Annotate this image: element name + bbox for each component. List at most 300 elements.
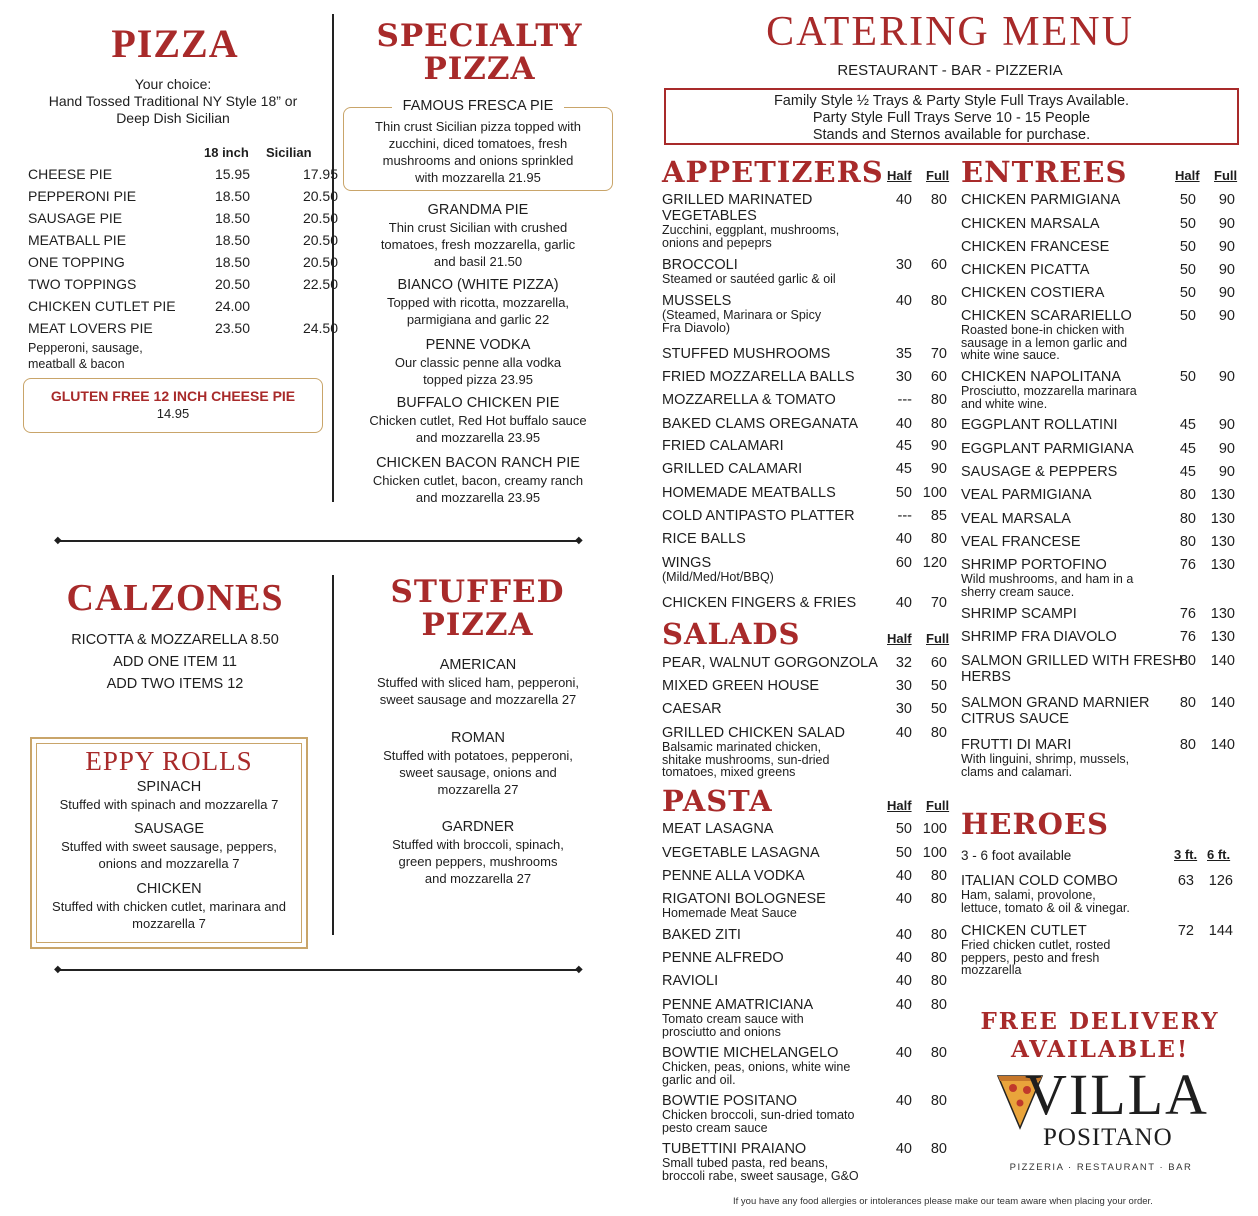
price-half: 50 <box>1179 192 1196 208</box>
item-name: CHICKEN FINGERS & FRIES <box>662 595 857 611</box>
divider-end-right: ◆ <box>575 535 583 546</box>
menu-item <box>961 873 1239 914</box>
price-full: 80 <box>930 1045 947 1061</box>
entrees-full-label: Full <box>1214 168 1238 183</box>
item-desc: green peppers, mushrooms <box>398 854 558 869</box>
item-name: PENNE ALFREDO <box>662 950 784 966</box>
menu-item <box>662 485 953 501</box>
item-desc: Stuffed with broccoli, spinach, <box>392 837 564 852</box>
salads-half-label: Half <box>887 631 912 646</box>
menu-item <box>961 511 1241 527</box>
price-full: 144 <box>1208 923 1233 939</box>
menu-item <box>662 927 953 943</box>
price-full: 130 <box>1210 557 1235 573</box>
item-name: SHRIMP PORTOFINO <box>961 557 1107 573</box>
price-half: 40 <box>895 973 912 989</box>
price-half: 60 <box>895 555 912 571</box>
item-desc: sweet sausage, onions and <box>399 765 557 780</box>
price-full: 60 <box>930 369 947 385</box>
price-half: 45 <box>1179 441 1196 457</box>
item-name: GRILLED CALAMARI <box>662 461 803 477</box>
item-name: VEGETABLE LASAGNA <box>662 845 820 861</box>
price-sicilian: 22.50 <box>302 276 338 292</box>
price-half: 40 <box>895 725 912 741</box>
price-18inch: 23.50 <box>214 320 250 336</box>
menu-item <box>961 629 1241 645</box>
price-half: 45 <box>895 438 912 454</box>
item-desc: Chicken broccoli, sun-dried tomato <box>662 1108 855 1122</box>
item-desc: With linguini, shrimp, mussels, <box>961 752 1130 766</box>
price-half: 32 <box>895 655 912 671</box>
price-half: 45 <box>1179 464 1196 480</box>
divider-end-left: ◆ <box>54 535 62 546</box>
pizza-title: PIZZA <box>111 21 239 66</box>
divider-horizontal-2 <box>60 969 580 971</box>
menu-item <box>348 656 608 708</box>
menu-item <box>961 239 1241 255</box>
price-full: 50 <box>930 678 947 694</box>
price-full: 80 <box>930 868 947 884</box>
gluten-free-label: GLUTEN FREE 12 INCH CHEESE PIE <box>50 388 296 404</box>
price-full: 80 <box>930 725 947 741</box>
price-full: 90 <box>1218 308 1235 324</box>
item-desc: Tomato cream sauce with <box>662 1012 804 1026</box>
menu-item <box>348 336 608 388</box>
item-name: CHICKEN <box>136 881 202 897</box>
menu-item <box>36 880 302 932</box>
price-half: 50 <box>895 845 912 861</box>
price-full: 90 <box>1218 417 1235 433</box>
appetizers-title: APPETIZERS <box>662 155 884 189</box>
price-18inch: 18.50 <box>214 232 250 248</box>
price-full: 70 <box>930 595 947 611</box>
price-18inch: 18.50 <box>214 254 250 270</box>
price-full: 90 <box>1218 239 1235 255</box>
menu-item <box>662 973 953 989</box>
item-name: MUSSELS <box>662 293 732 309</box>
price-half: 40 <box>895 891 912 907</box>
salads-full-label: Full <box>926 631 950 646</box>
item-name: FRIED CALAMARI <box>662 438 784 454</box>
price-18inch: 18.50 <box>214 210 250 226</box>
allergy-footer: If you have any food allergies or intolerances please make our team aware when placing your order. <box>733 1196 1153 1207</box>
menu-item <box>662 531 953 547</box>
item-desc: clams and calamari. <box>961 764 1073 779</box>
pizza-col-sicilian: Sicilian <box>266 145 312 160</box>
price-half: 76 <box>1179 606 1196 622</box>
item-name: CHICKEN PICATTA <box>961 262 1090 278</box>
item-desc: and white wine. <box>961 396 1048 411</box>
entrees-title: ENTREES <box>961 155 1128 189</box>
item-desc: white wine sauce. <box>961 348 1060 362</box>
price-full: 80 <box>930 416 947 432</box>
item-name: BOWTIE MICHELANGELO <box>662 1045 839 1061</box>
item-desc: (Mild/Med/Hot/BBQ) <box>662 570 774 584</box>
item-desc: and basil 21.50 <box>433 254 523 269</box>
item-name: ITALIAN COLD COMBO <box>961 873 1118 889</box>
menu-item <box>662 845 953 861</box>
price-full: 140 <box>1210 737 1235 753</box>
pizza-intro: Your choice: Hand Tossed Traditional NY Style 18” or Deep Dish Sicilian <box>48 76 298 126</box>
menu-item <box>662 1045 953 1086</box>
appetizers-half-label: Half <box>887 168 912 183</box>
free-delivery: FREE DELIVERY AVAILABLE! <box>980 1008 1220 1063</box>
menu-item <box>662 950 953 966</box>
pizza-name: MEAT LOVERS PIE <box>28 320 153 336</box>
price-half: 40 <box>895 1141 912 1157</box>
price-half: 40 <box>895 293 912 309</box>
item-desc: Wild mushrooms, and ham in a <box>961 572 1134 586</box>
item-name: MIXED GREEN HOUSE <box>662 678 820 694</box>
item-name: MEAT LASAGNA <box>662 821 774 837</box>
item-desc: and mozzarella 27 <box>424 871 532 886</box>
price-half: 72 <box>1177 923 1194 939</box>
item-desc: sausage in a lemon garlic and <box>961 335 1128 350</box>
item-desc: pesto cream sauce <box>662 1120 768 1135</box>
item-name: CAESAR <box>662 701 722 717</box>
menu-item <box>961 487 1241 503</box>
price-half: 50 <box>1179 216 1196 232</box>
item-desc: (Steamed, Marinara or Spicy <box>662 308 822 322</box>
item-desc: garlic and oil. <box>662 1072 736 1087</box>
item-desc: sherry cream sauce. <box>961 584 1075 599</box>
price-full: 126 <box>1208 873 1233 889</box>
price-full: 80 <box>930 392 947 408</box>
item-name: CHICKEN CUTLET <box>961 923 1087 939</box>
item-name: GRILLED CHICKEN SALAD <box>662 725 845 741</box>
price-full: 80 <box>930 192 947 208</box>
salads-title: SALADS <box>662 617 801 651</box>
item-name: GARDNER <box>441 819 515 835</box>
menu-item <box>961 737 1241 778</box>
menu-item <box>662 555 953 584</box>
item-name: GRANDMA PIE <box>427 202 529 218</box>
item-desc: Ham, salami, provolone, <box>961 888 1096 902</box>
price-full: 80 <box>930 927 947 943</box>
price-half: 30 <box>895 257 912 273</box>
item-name: VEGETABLES <box>662 208 757 224</box>
item-name: AMERICAN <box>439 657 517 673</box>
price-half: 80 <box>1179 511 1196 527</box>
item-desc: sweet sausage and mozzarella 27 <box>379 692 577 707</box>
logo-word-positano: POSITANO <box>1043 1124 1173 1151</box>
price-full: 130 <box>1210 534 1235 550</box>
menu-item <box>961 606 1241 622</box>
item-desc: prosciutto and onions <box>662 1024 781 1039</box>
price-half: 50 <box>1179 239 1196 255</box>
item-name: CITRUS SAUCE <box>961 711 1069 727</box>
divider-horizontal-1 <box>60 540 580 542</box>
item-desc: Zucchini, eggplant, mushrooms, <box>662 223 840 237</box>
pizza-row <box>28 232 338 254</box>
item-name: CHICKEN NAPOLITANA <box>961 369 1122 385</box>
item-name: ROMAN <box>451 730 505 746</box>
price-full: 80 <box>930 293 947 309</box>
price-half: 50 <box>895 485 912 501</box>
item-name: CHICKEN PARMIGIANA <box>961 192 1121 208</box>
item-desc: Our classic penne alla vodka <box>394 355 562 370</box>
menu-item <box>662 678 953 694</box>
pizza-col-18inch: 18 inch <box>204 145 249 160</box>
menu-item <box>662 508 953 524</box>
menu-item <box>961 417 1241 433</box>
price-half: 40 <box>895 595 912 611</box>
item-desc: broccoli rabe, sweet sausage, G&O <box>662 1168 859 1183</box>
item-desc: mozzarella 7 <box>132 916 206 931</box>
price-full: 90 <box>930 438 947 454</box>
menu-item <box>36 820 302 872</box>
item-name: HOMEMADE MEATBALLS <box>662 485 836 501</box>
price-half: 40 <box>895 997 912 1013</box>
heroes-note: 3 - 6 foot available <box>961 848 1072 863</box>
menu-item <box>662 192 953 249</box>
menu-item <box>662 868 953 884</box>
price-full: 90 <box>1218 285 1235 301</box>
price-18inch: 18.50 <box>214 188 250 204</box>
menu-item <box>662 416 953 432</box>
item-name: VEAL PARMIGIANA <box>961 487 1092 503</box>
menu-item <box>348 276 608 328</box>
menu-item <box>961 441 1241 457</box>
price-full: 50 <box>930 701 947 717</box>
item-desc: Small tubed pasta, red beans, <box>662 1156 829 1170</box>
menu-item <box>961 464 1241 480</box>
price-half: 50 <box>1179 285 1196 301</box>
price-full: 80 <box>930 1093 947 1109</box>
gluten-free-box <box>23 378 323 433</box>
price-half: 35 <box>895 346 912 362</box>
price-half: 40 <box>895 1093 912 1109</box>
item-desc: Prosciutto, mozzarella marinara <box>961 384 1137 398</box>
gluten-free-price: 14.95 <box>156 406 190 421</box>
item-name: VEAL MARSALA <box>961 511 1071 527</box>
item-name: SAUSAGE <box>133 821 205 837</box>
item-name: PENNE ALLA VODKA <box>662 868 805 884</box>
price-half: 80 <box>1179 737 1196 753</box>
menu-item <box>961 216 1241 232</box>
logo <box>995 1062 1209 1180</box>
price-half: 76 <box>1179 629 1196 645</box>
item-name: BROCCOLI <box>662 257 738 273</box>
item-name: BUFFALO CHICKEN PIE <box>396 395 560 411</box>
item-desc: topped pizza 23.95 <box>423 372 533 387</box>
price-full: 100 <box>922 821 947 837</box>
item-desc: Balsamic marinated chicken, <box>662 740 822 754</box>
pizza-name: MEATBALL PIE <box>28 232 127 248</box>
item-desc: parmigiana and garlic 22 <box>406 312 550 327</box>
price-full: 80 <box>930 997 947 1013</box>
item-desc: mozzarella <box>961 963 1022 977</box>
menu-item <box>662 1141 953 1182</box>
price-half: 80 <box>1179 695 1196 711</box>
item-desc: Stuffed with chicken cutlet, marinara and <box>52 899 286 914</box>
item-name: RIGATONI BOLOGNESE <box>662 891 826 907</box>
price-18inch: 15.95 <box>214 166 250 182</box>
pizza-name: CHICKEN CUTLET PIE <box>28 298 176 314</box>
catering-subtitle: RESTAURANT - BAR - PIZZERIA <box>837 62 1063 79</box>
pizza-name: CHEESE PIE <box>28 166 113 182</box>
item-name: COLD ANTIPASTO PLATTER <box>662 508 855 524</box>
price-half: 50 <box>1179 308 1196 324</box>
eppy-title: EPPY ROLLS <box>85 746 253 776</box>
item-name: PENNE AMATRICIANA <box>662 997 814 1013</box>
price-full: 80 <box>930 1141 947 1157</box>
item-name: WINGS <box>662 555 712 571</box>
logo-tagline: PIZZERIA · RESTAURANT · BAR <box>1009 1162 1193 1173</box>
price-full: 60 <box>930 257 947 273</box>
menu-item <box>662 438 953 454</box>
catering-notice: Family Style ½ Trays & Party Style Full Trays Available. Party Style Full Trays Serve 10 - 15 People Stands and Sternos available for purchase. <box>664 88 1239 145</box>
item-name: VEAL FRANCESE <box>961 534 1081 550</box>
price-half: 30 <box>895 678 912 694</box>
menu-item <box>662 369 953 385</box>
menu-item <box>961 557 1241 598</box>
item-desc: lettuce, tomato & oil & vinegar. <box>961 900 1130 915</box>
item-desc: Chicken cutlet, Red Hot buffalo sauce <box>369 413 587 428</box>
menu-item <box>662 1093 953 1134</box>
price-full: 140 <box>1210 695 1235 711</box>
price-half: 80 <box>1179 487 1196 503</box>
menu-item <box>662 595 953 611</box>
item-name: SALMON GRAND MARNIER <box>961 695 1150 711</box>
divider-vertical-bottom <box>332 575 334 935</box>
price-full: 90 <box>1218 369 1235 385</box>
pizza-name: TWO TOPPINGS <box>28 276 137 292</box>
price-half: 40 <box>895 416 912 432</box>
item-name: RICE BALLS <box>662 531 746 547</box>
catering-title: CATERING MENU <box>766 9 1134 55</box>
price-half: 40 <box>895 531 912 547</box>
pizza-row <box>28 298 318 320</box>
item-name: PENNE VODKA <box>425 337 531 353</box>
pizza-row <box>28 276 338 298</box>
item-name: STUFFED MUSHROOMS <box>662 346 831 362</box>
menu-item <box>961 308 1241 362</box>
item-name: SALMON GRILLED WITH FRESH <box>961 653 1183 669</box>
divider2-end-left: ◆ <box>54 964 62 975</box>
price-half: 50 <box>1179 369 1196 385</box>
price-sicilian: 24.50 <box>302 320 338 336</box>
logo-word-villa: VILLA <box>1025 1062 1209 1127</box>
price-full: 85 <box>930 508 947 524</box>
menu-item <box>662 392 953 408</box>
price-full: 130 <box>1210 629 1235 645</box>
fresca-desc: Thin crust Sicilian pizza topped with zucchini, diced tomatoes, fresh mushrooms and onions sprinkled with mozzarella 21.95 <box>375 119 581 185</box>
item-desc: Chicken, peas, onions, white wine <box>662 1060 851 1074</box>
pizza-name: PEPPERONI PIE <box>28 188 137 204</box>
price-full: 90 <box>1218 192 1235 208</box>
price-full: 90 <box>1218 262 1235 278</box>
item-name: RAVIOLI <box>662 973 719 989</box>
price-sicilian: 20.50 <box>302 254 338 270</box>
menu-item <box>961 653 1241 685</box>
price-half: 76 <box>1179 557 1196 573</box>
price-full: 90 <box>1218 464 1235 480</box>
item-desc: Stuffed with spinach and mozzarella 7 <box>59 797 279 812</box>
item-desc: and mozzarella 23.95 <box>415 430 541 445</box>
menu-item <box>662 346 953 362</box>
menu-item <box>961 285 1241 301</box>
item-name: EGGPLANT PARMIGIANA <box>961 441 1134 457</box>
item-name: CHICKEN BACON RANCH PIE <box>376 455 580 471</box>
pizza-row <box>28 210 338 232</box>
menu-item <box>36 778 302 813</box>
pizza-row <box>28 166 338 188</box>
menu-item <box>662 725 953 779</box>
menu-item <box>662 461 953 477</box>
price-full: 60 <box>930 655 947 671</box>
heroes-title: HEROES <box>961 807 1109 841</box>
price-half: 40 <box>895 927 912 943</box>
price-full: 80 <box>930 973 947 989</box>
item-desc: Topped with ricotta, mozzarella, <box>386 295 570 310</box>
price-half: 63 <box>1177 873 1194 889</box>
price-half: --- <box>897 392 912 408</box>
calzones-title: CALZONES <box>66 577 284 619</box>
item-name: MOZZARELLA & TOMATO <box>662 392 836 408</box>
price-18inch: 20.50 <box>214 276 250 292</box>
price-full: 80 <box>930 891 947 907</box>
price-half: 45 <box>1179 417 1196 433</box>
price-half: 50 <box>1179 262 1196 278</box>
item-name: HERBS <box>961 669 1011 685</box>
item-desc: Fra Diavolo) <box>662 320 731 335</box>
pizza-name: SAUSAGE PIE <box>28 210 123 226</box>
menu-item <box>348 394 608 446</box>
price-half: 40 <box>895 1045 912 1061</box>
item-name: SHRIMP SCAMPI <box>961 606 1077 622</box>
item-name: CHICKEN SCARARIELLO <box>961 308 1132 324</box>
pizza-row <box>28 320 338 342</box>
item-desc: Stuffed with sliced ham, pepperoni, <box>376 675 580 690</box>
menu-item <box>662 891 953 920</box>
item-desc: Stuffed with sweet sausage, peppers, <box>61 839 277 854</box>
item-desc: Stuffed with potatoes, pepperoni, <box>383 748 573 763</box>
price-half: 80 <box>1179 534 1196 550</box>
pizza-name: ONE TOPPING <box>28 254 125 270</box>
price-half: 30 <box>895 369 912 385</box>
price-half: 50 <box>895 821 912 837</box>
menu-item <box>662 997 953 1038</box>
item-desc: and mozzarella 23.95 <box>415 490 541 505</box>
specialty-title: SPECIALTY PIZZA <box>376 18 583 87</box>
item-name: BAKED CLAMS OREGANATA <box>662 416 859 432</box>
price-half: 40 <box>895 192 912 208</box>
menu-item <box>348 818 608 887</box>
price-sicilian: 20.50 <box>302 188 338 204</box>
item-name: FRUTTI DI MARI <box>961 737 1072 753</box>
stuffed-title: STUFFED PIZZA <box>390 574 565 643</box>
menu-item <box>662 821 953 837</box>
item-desc: Roasted bone-in chicken with <box>961 323 1125 337</box>
menu-item <box>662 257 953 286</box>
price-full: 130 <box>1210 511 1235 527</box>
item-name: FRIED MOZZARELLA BALLS <box>662 369 855 385</box>
item-name: CHICKEN COSTIERA <box>961 285 1105 301</box>
entrees-half-label: Half <box>1175 168 1200 183</box>
pizza-row <box>28 254 338 276</box>
price-sicilian: 17.95 <box>302 166 338 182</box>
heroes-3ft-label: 3 ft. <box>1174 847 1198 862</box>
menu-item <box>961 534 1241 550</box>
price-half: 40 <box>895 950 912 966</box>
price-full: 80 <box>930 950 947 966</box>
pizza-row <box>28 188 338 210</box>
price-full: 120 <box>922 555 947 571</box>
pasta-title: PASTA <box>662 784 773 818</box>
item-desc: onions and pepeprs <box>662 235 772 250</box>
price-half: 45 <box>895 461 912 477</box>
